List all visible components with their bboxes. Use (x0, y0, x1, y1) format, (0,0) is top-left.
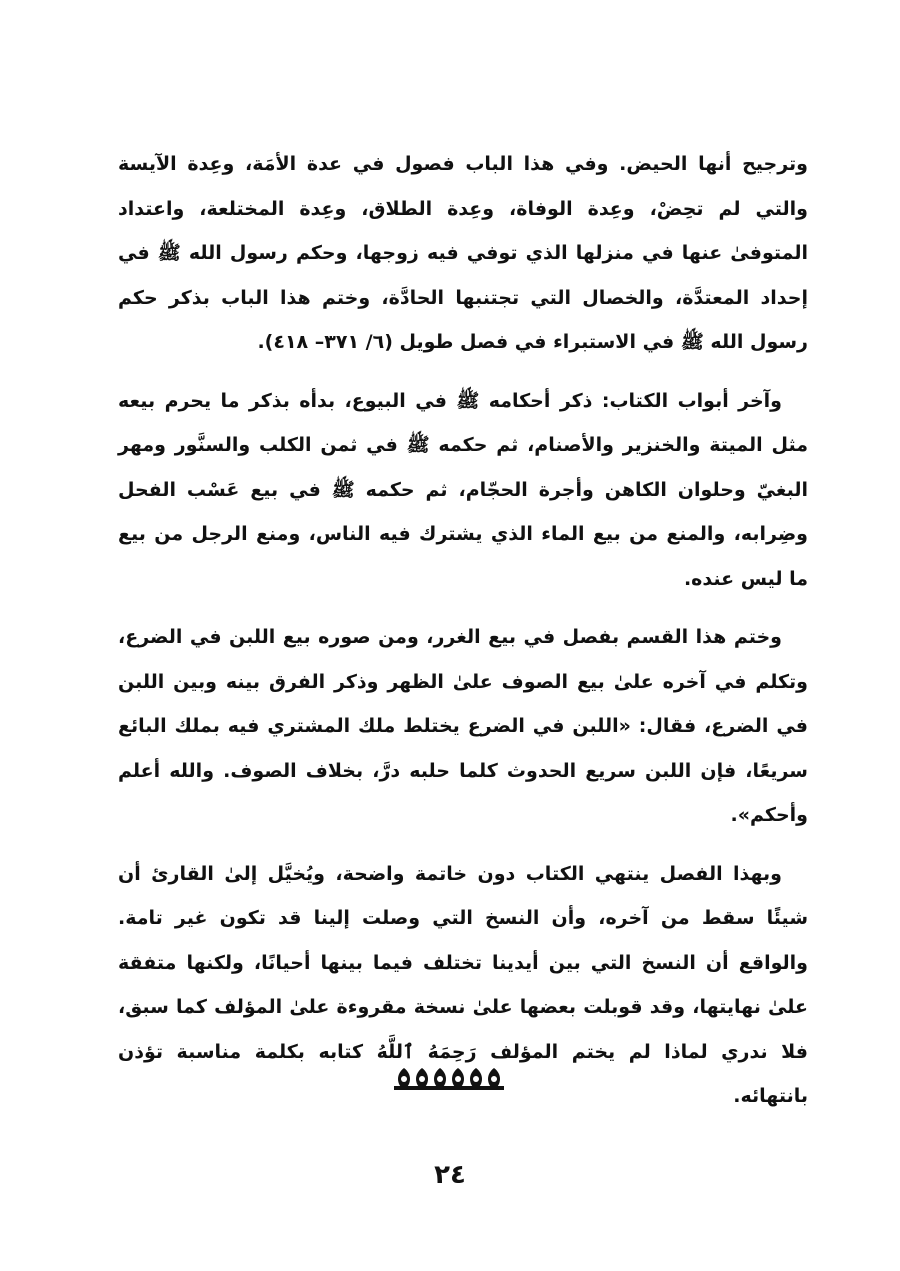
paragraph: وبهذا الفصل ينتهي الكتاب دون خاتمة واضحة، ويُخيَّل إلىٰ القارئ أن شيئًا سقط من آخره، وأن النسخ التي وصلت إلينا قد تكون غير تامة. والواقع أن النسخ التي بين أيدينا تختلف فيما بينها أحيانًا، ولكنها متفقة علىٰ نهايتها، وقد قوبلت بعضها علىٰ نسخة مقروءة علىٰ المؤلف كما سبق، فلا ندري لماذا لم يختم المؤلف رَحِمَهُ ٱللَّهُ كتابه بكلمة مناسبة تؤذن بانتهائه. (118, 862, 808, 1107)
page-body (118, 142, 808, 1133)
paragraph: وختم هذا القسم بفصل في بيع الغرر، ومن صوره بيع اللبن في الضرع، وتكلم في آخره علىٰ بيع الصوف علىٰ الظهر وذكر الفرق بينه وبين اللبن في الضرع، فقال: «اللبن في الضرع يختلط ملك المشتري فيه بملك البائع سريعًا، فإن اللبن سريع الحدوث كلما حلبه درَّ، بخلاف الصوف. والله أعلم وأحكم». (118, 626, 808, 826)
section-divider (0, 1064, 900, 1092)
paragraph: وآخر أبواب الكتاب: ذكر أحكامه ﷺ في البيوع، بدأه بذكر ما يحرم بيعه مثل الميتة والخنزير والأصنام، ثم حكمه ﷺ في ثمن الكلب والسنَّور ومهر البغيّ وحلوان الكاهن وأجرة الحجّام، ثم حكمه ﷺ في بيع عَسْب الفحل وضِرابه، والمنع من بيع الماء الذي يشترك فيه الناس، ومنع الرجل من بيع ما ليس عنده. (118, 389, 808, 590)
floral-divider-icon (394, 1064, 506, 1092)
paragraph: وترجيح أنها الحيض. وفي هذا الباب فصول في عدة الأمَة، وعِدة الآيسة والتي لم تحِضْ، وعِدة الوفاة، وعِدة الطلاق، وعِدة المختلعة، واعتداد المتوفىٰ عنها في منزلها الذي توفي فيه زوجها، وحكم رسول الله ﷺ في إحداد المعتدَّة، والخصال التي تجتنبها الحادَّة، وختم هذا الباب بذكر حكم رسول الله ﷺ في الاستبراء في فصل طويل (٦/ ٣٧١– ٤١٨). (118, 153, 808, 353)
page-number: ٢٤ (434, 1160, 466, 1190)
